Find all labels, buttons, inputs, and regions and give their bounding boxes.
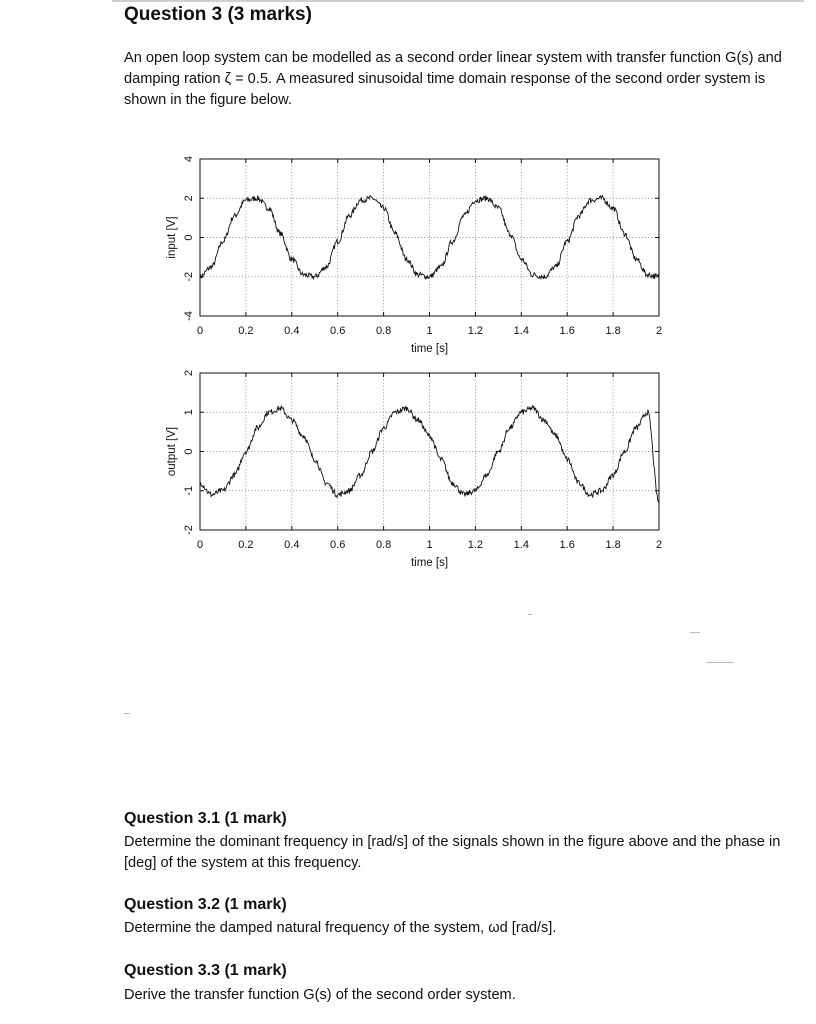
output-y-tick-label: 1 — [183, 409, 195, 416]
output-x-tick-label: 1.4 — [513, 539, 529, 551]
scan-speck — [124, 713, 130, 714]
input-x-tick-label: 1.4 — [513, 325, 529, 337]
output-x-tick-label: 2 — [655, 539, 663, 551]
output-x-tick-label: 0.4 — [284, 539, 300, 551]
output-y-tick-label: 0 — [183, 448, 195, 455]
output-y-tick-label: -1 — [183, 485, 195, 496]
question-3-3-text: Derive the transfer function G(s) of the second order system. — [124, 987, 516, 1003]
output-x-tick-label: 1.2 — [467, 539, 484, 551]
output-x-tick-label: 0.8 — [375, 539, 392, 551]
output-x-tick-label: 0.2 — [238, 539, 254, 551]
question-intro: An open loop system can be modelled as a second order linear system with transfer function G(s) and damping ration ζ = 0.5. A measured sinusoidal time domain response of the second order system is shown in the figure below. — [124, 50, 782, 108]
output-y-tick-label: -2 — [183, 525, 195, 535]
output-x-tick-label: 1.8 — [605, 539, 621, 551]
question-3-2-text: Determine the damped natural frequency of the system, ωd [rad/s]. — [124, 920, 557, 936]
input-x-tick-label: 0.6 — [330, 325, 346, 337]
output-x-tick-label: 0 — [196, 539, 204, 551]
output-x-tick-label: 1.6 — [559, 539, 575, 551]
input-x-tick-label: 1 — [426, 325, 433, 337]
input-x-tick-label: 2 — [655, 325, 663, 337]
output-x-tick-label: 0.6 — [330, 539, 346, 551]
top-rule — [112, 0, 804, 2]
scan-speck — [690, 632, 700, 633]
input-y-tick-label: 2 — [183, 195, 195, 202]
input-x-tick-label: 0.2 — [238, 325, 254, 337]
question-3-1-text: Determine the dominant frequency in [rad/s] of the signals shown in the figure above and the phase in [deg] of the system at this frequency. — [124, 834, 781, 871]
response-figure — [0, 150, 816, 580]
input-y-tick-label: 0 — [183, 234, 195, 241]
output-y-tick-label: 2 — [183, 369, 195, 377]
scan-speck — [528, 614, 532, 615]
input-x-tick-label: 0.8 — [375, 325, 392, 337]
input-x-tick-label: 1.2 — [467, 325, 484, 337]
input-x-tick-label: 0.4 — [284, 325, 300, 337]
input-x-tick-label: 0 — [196, 325, 204, 337]
output-x-tick-label: 1 — [426, 539, 433, 551]
scan-speck — [706, 662, 734, 663]
question-3-3-title: Question 3.3 (1 mark) — [124, 962, 287, 979]
output-x-axis-title: time [s] — [410, 557, 449, 569]
input-y-tick-label: -2 — [183, 271, 195, 282]
input-x-tick-label: 1.6 — [559, 325, 575, 337]
input-y-tick-label: 4 — [183, 155, 195, 163]
question-3-1-title: Question 3.1 (1 mark) — [124, 810, 287, 827]
input-y-axis-title: input [V] — [166, 216, 178, 259]
input-y-tick-label: -4 — [183, 311, 195, 321]
question-3-2-title: Question 3.2 (1 mark) — [124, 896, 287, 913]
output-y-axis-title: output [V] — [166, 426, 178, 477]
input-x-tick-label: 1.8 — [605, 325, 621, 337]
input-x-axis-title: time [s] — [410, 343, 449, 355]
question-title: Question 3 (3 marks) — [124, 4, 312, 25]
